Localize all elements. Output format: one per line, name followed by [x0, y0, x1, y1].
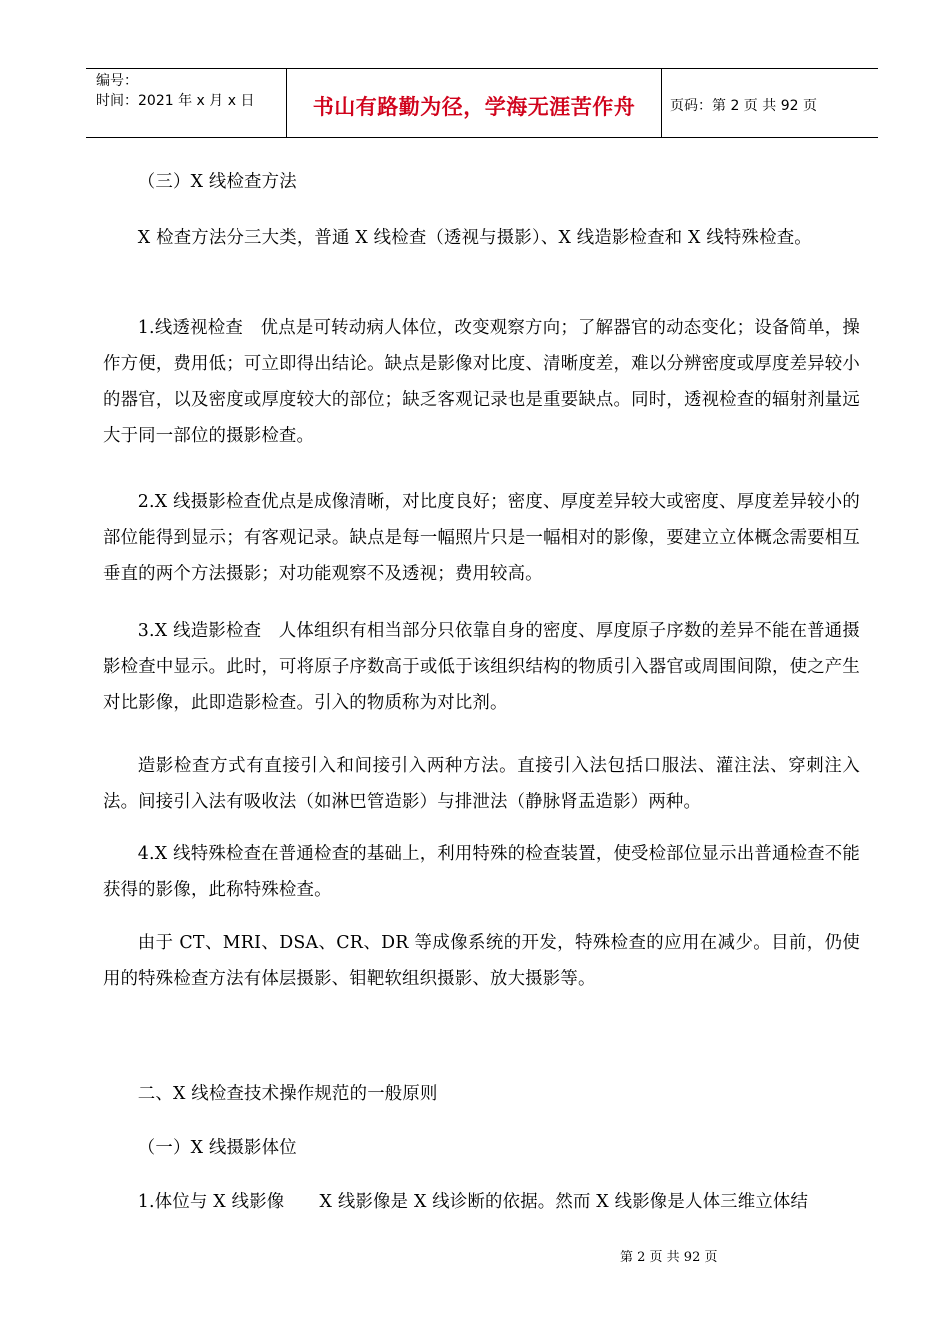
subsection-heading: （一）X 线摄影体位	[137, 1138, 297, 1158]
paragraph: 1.线透视检查 优点是可转动病人体位，改变观察方向；了解器官的动态变化；设备简单，操作方便，费用低；可立即得出结论。缺点是影像对比度、清晰度差，难以分辨密度或厚度差异较小的器官，以及密度或厚度较大的部位；缺乏客观记录也是重要缺点。同时，透视检查的辐射剂量远大于同一部位的摄影检查。	[103, 318, 860, 446]
header-motto: 书山有路勤为径，学海无涯苦作舟	[312, 95, 636, 119]
number-label: 编号：	[96, 73, 138, 89]
section-heading: （三）X 线检查方法	[137, 172, 297, 192]
header-motto-cell	[287, 69, 662, 137]
paragraph: 由于 CT、MRI、DSA、CR、DR 等成像系统的开发，特殊检查的应用在减少。目前，仍使用的特殊检查方法有体层摄影、钼靶软组织摄影、放大摄影等。	[103, 933, 860, 989]
document-header	[86, 68, 878, 138]
header-meta-cell	[86, 69, 287, 137]
section-heading: 二、X 线检查技术操作规范的一般原则	[137, 1084, 438, 1104]
paragraph: 4.X 线特殊检查在普通检查的基础上，利用特殊的检查装置，使受检部位显示出普通检查不能获得的影像，此称特殊检查。	[103, 844, 860, 900]
header-page-label: 页码：第 2 页 共 92 页	[670, 98, 817, 114]
paragraph: 1.体位与 X 线影像 X 线影像是 X 线诊断的依据。然而 X 线影像是人体三维立体结	[137, 1192, 809, 1212]
paragraph: 3.X 线造影检查 人体组织有相当部分只依靠自身的密度、厚度原子序数的差异不能在普通摄影检查中显示。此时，可将原子序数高于或低于该组织结构的物质引入器官或周围间隙，使之产生对比影像，此即造影检查。引入的物质称为对比剂。	[103, 621, 860, 713]
paragraph: 2.X 线摄影检查优点是成像清晰，对比度良好；密度、厚度差异较大或密度、厚度差异较小的部位能得到显示；有客观记录。缺点是每一幅照片只是一幅相对的影像，要建立立体概念需要相互垂直的两个方法摄影；对功能观察不及透视；费用较高。	[103, 492, 860, 584]
paragraph: X 检查方法分三大类，普通 X 线检查（透视与摄影）、X 线造影检查和 X 线特殊检查。	[137, 228, 812, 248]
header-page-cell	[662, 69, 878, 137]
paragraph: 造影检查方式有直接引入和间接引入两种方法。直接引入法包括口服法、灌注法、穿刺注入法。间接引入法有吸收法（如淋巴管造影）与排泄法（静脉肾盂造影）两种。	[103, 756, 860, 812]
time-label: 时间：2021 年 x 月 x 日	[96, 93, 255, 109]
footer-page-number: 第 2 页 共 92 页	[620, 1250, 718, 1265]
